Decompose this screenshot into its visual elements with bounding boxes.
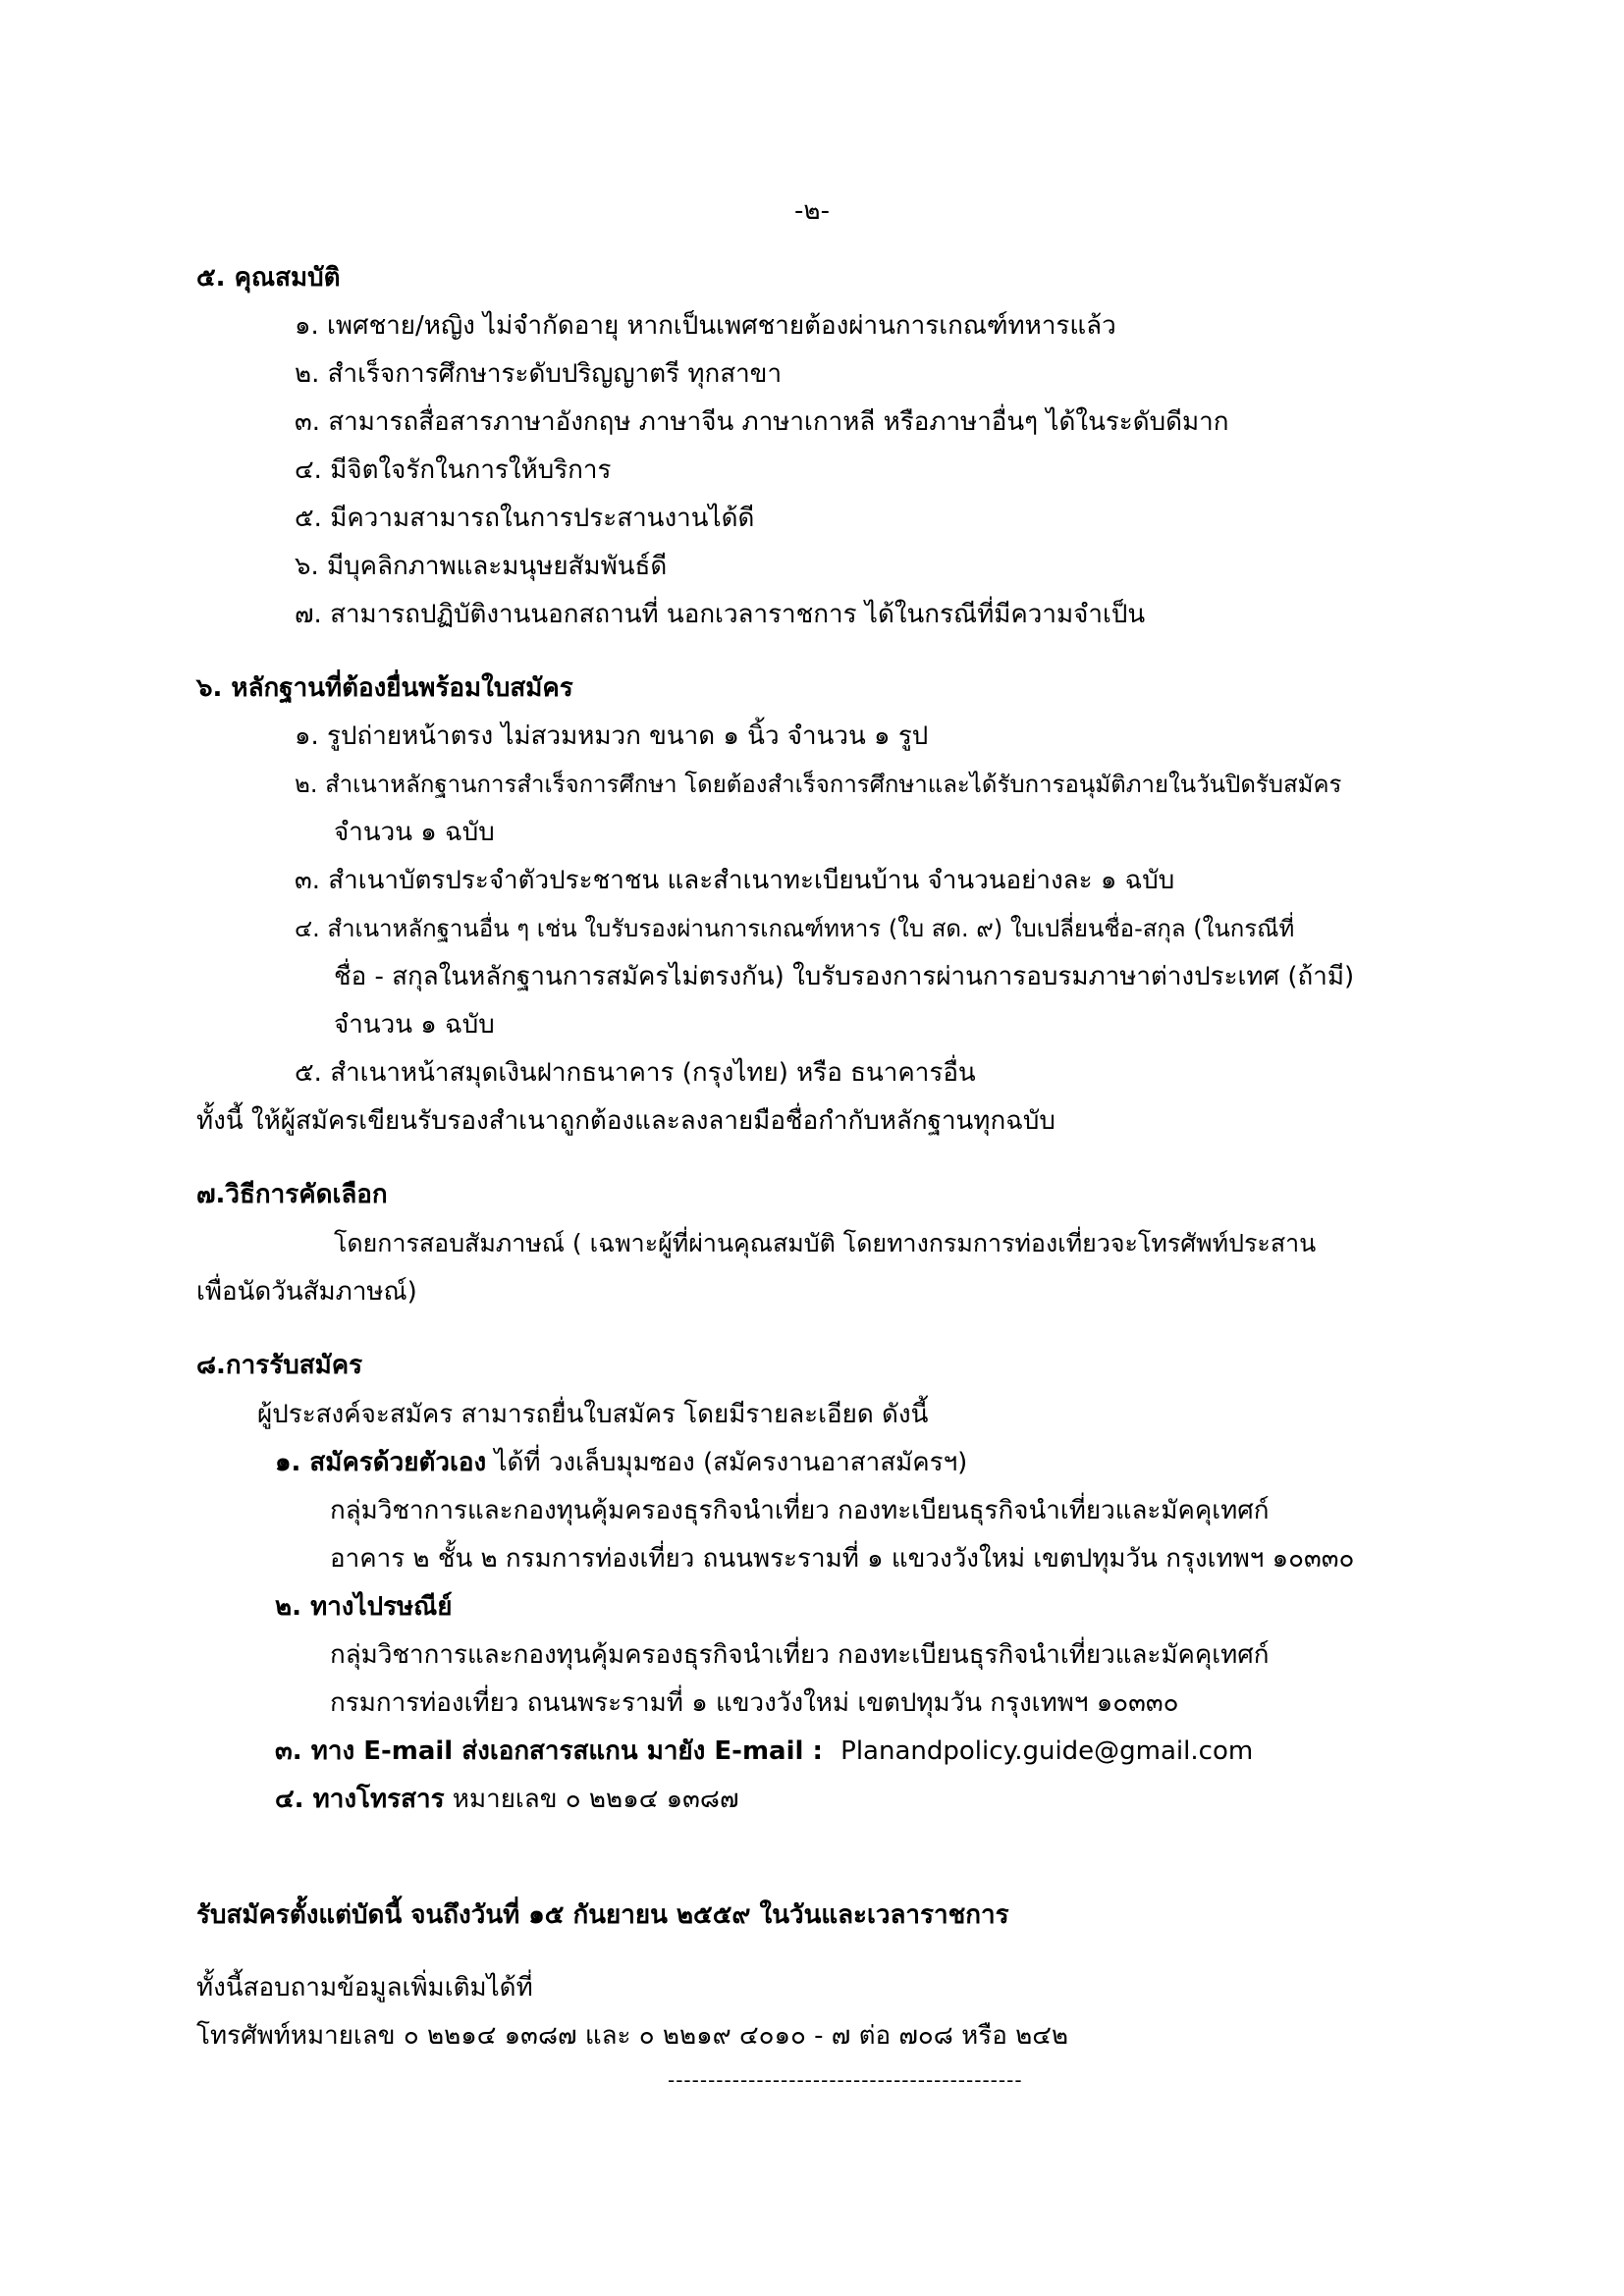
s6-note: ทั้งนี้ ให้ผู้สมัครเขียนรับรองสำเนาถูกต้องและลงลายมือชื่อกำกับหลักฐานทุกฉบับ: [196, 1106, 1056, 1136]
s8-method-3: [275, 1735, 1253, 1768]
page-number: -๒-: [794, 196, 830, 226]
s8-method-1-text: ได้ที่ วงเล็บมุมซอง (สมัครงานอาสาสมัครฯ): [486, 1448, 968, 1477]
s6-item-2: ๒. สำเนาหลักฐานการสำเร็จการศึกษา โดยต้องสำเร็จการศึกษาและได้รับการอนุมัติภายในวันปิดรับสมัคร: [295, 771, 1342, 798]
s8-method-1-label: ๑. สมัครด้วยตัวเอง: [275, 1448, 487, 1477]
section-8-heading: ๘.การรับสมัคร: [196, 1351, 363, 1380]
s6-item-4-cont-2: จำนวน ๑ ฉบับ: [334, 1010, 495, 1040]
s8-method-1-addr-1: กลุ่มวิชาการและกองทุนคุ้มครองธุรกิจนำเที่ยว กองทะเบียนธุรกิจนำเที่ยวและมัคคุเทศก์: [330, 1496, 1270, 1525]
application-deadline: รับสมัครตั้งแต่บัดนี้ จนถึงวันที่ ๑๕ กันยายน ๒๕๕๙ ในวันและเวลาราชการ: [196, 1900, 1009, 1930]
s8-method-1-addr-2: อาคาร ๒ ชั้น ๒ กรมการท่องเที่ยว ถนนพระรามที่ ๑ แขวงวังใหม่ เขตปทุมวัน กรุงเทพฯ ๑๐๓๓๐: [330, 1544, 1355, 1574]
section-5-heading: ๕. คุณสมบัติ: [196, 263, 341, 293]
s5-item-4: ๔. มีจิตใจรักในการให้บริการ: [295, 455, 612, 485]
s8-method-2-addr-2: กรมการท่องเที่ยว ถนนพระรามที่ ๑ แขวงวังใหม่ เขตปทุมวัน กรุงเทพฯ ๑๐๓๓๐: [330, 1688, 1179, 1718]
s5-item-6: ๖. มีบุคลิกภาพและมนุษยสัมพันธ์ดี: [295, 552, 668, 581]
s8-method-4-text: หมายเลข ๐ ๒๒๑๔ ๑๓๘๗: [444, 1785, 739, 1814]
s8-intro: ผู้ประสงค์จะสมัคร สามารถยื่นใบสมัคร โดยมีรายละเอียด ดังนี้: [257, 1400, 929, 1429]
s5-item-1: ๑. เพศชาย/หญิง ไม่จำกัดอายุ หากเป็นเพศชายต้องผ่านการเกณฑ์ทหารแล้ว: [295, 311, 1116, 341]
s8-method-2-label: ๒. ทางไปรษณีย์: [275, 1592, 453, 1622]
s8-method-3-label: ๓. ทาง E-mail ส่งเอกสารสแกน มายัง E-mail :: [275, 1736, 823, 1766]
s8-method-4: [275, 1783, 739, 1816]
s7-line-2: เพื่อนัดวันสัมภาษณ์): [196, 1277, 417, 1307]
s6-item-1: ๑. รูปถ่ายหน้าตรง ไม่สวมหมวก ขนาด ๑ นิ้ว จำนวน ๑ รูป: [295, 721, 929, 751]
end-divider: --------------------------------------------: [668, 2068, 1023, 2092]
s8-method-4-label: ๔. ทางโทรสาร: [275, 1785, 445, 1814]
s6-item-3: ๓. สำเนาบัตรประจำตัวประชาชน และสำเนาทะเบียนบ้าน จำนวนอย่างละ ๑ ฉบับ: [295, 866, 1175, 895]
s6-item-4-cont-1: ชื่อ - สกุลในหลักฐานการสมัครไม่ตรงกัน) ใบรับรองการผ่านการอบรมภาษาต่างประเทศ (ถ้ามี): [334, 962, 1355, 991]
s8-method-2-addr-1: กลุ่มวิชาการและกองทุนคุ้มครองธุรกิจนำเที่ยว กองทะเบียนธุรกิจนำเที่ยวและมัคคุเทศก์: [330, 1640, 1270, 1670]
section-7-heading: ๗.วิธีการคัดเลือก: [196, 1180, 388, 1209]
s5-item-7: ๗. สามารถปฏิบัติงานนอกสถานที่ นอกเวลาราชการ ได้ในกรณีที่มีความจำเป็น: [295, 600, 1146, 629]
s6-item-5: ๕. สำเนาหน้าสมุดเงินฝากธนาคาร (กรุงไทย) หรือ ธนาคารอื่น: [295, 1058, 976, 1088]
contact-phone: โทรศัพท์หมายเลข ๐ ๒๒๑๔ ๑๓๘๗ และ ๐ ๒๒๑๙ ๔๐๑๐ - ๗ ต่อ ๗๐๘ หรือ ๒๔๒: [196, 2021, 1069, 2051]
contact-intro: ทั้งนี้สอบถามข้อมูลเพิ่มเติมได้ที่: [196, 1973, 533, 2002]
s5-item-5: ๕. มีความสามารถในการประสานงานได้ดี: [295, 504, 755, 533]
s6-item-4: ๔. สำเนาหลักฐานอื่น ๆ เช่น ใบรับรองผ่านการเกณฑ์ทหาร (ใบ สด. ๙) ใบเปลี่ยนชื่อ-สกุล (ในกรณีที่: [295, 915, 1295, 942]
s5-item-3: ๓. สามารถสื่อสารภาษาอังกฤษ ภาษาจีน ภาษาเกาหลี หรือภาษาอื่นๆ ได้ในระดับดีมาก: [295, 407, 1229, 437]
s8-method-1: [275, 1446, 967, 1479]
s5-item-2: ๒. สำเร็จการศึกษาระดับปริญญาตรี ทุกสาขา: [295, 359, 783, 389]
s7-line-1: โดยการสอบสัมภาษณ์ ( เฉพาะผู้ที่ผ่านคุณสมบัติ โดยทางกรมการท่องเที่ยวจะโทรศัพท์ประสาน: [334, 1229, 1317, 1257]
section-6-heading: ๖. หลักฐานที่ต้องยื่นพร้อมใบสมัคร: [196, 673, 573, 703]
s6-item-2-cont: จำนวน ๑ ฉบับ: [334, 818, 495, 847]
email-address: Planandpolicy.guide@gmail.com: [840, 1736, 1254, 1766]
